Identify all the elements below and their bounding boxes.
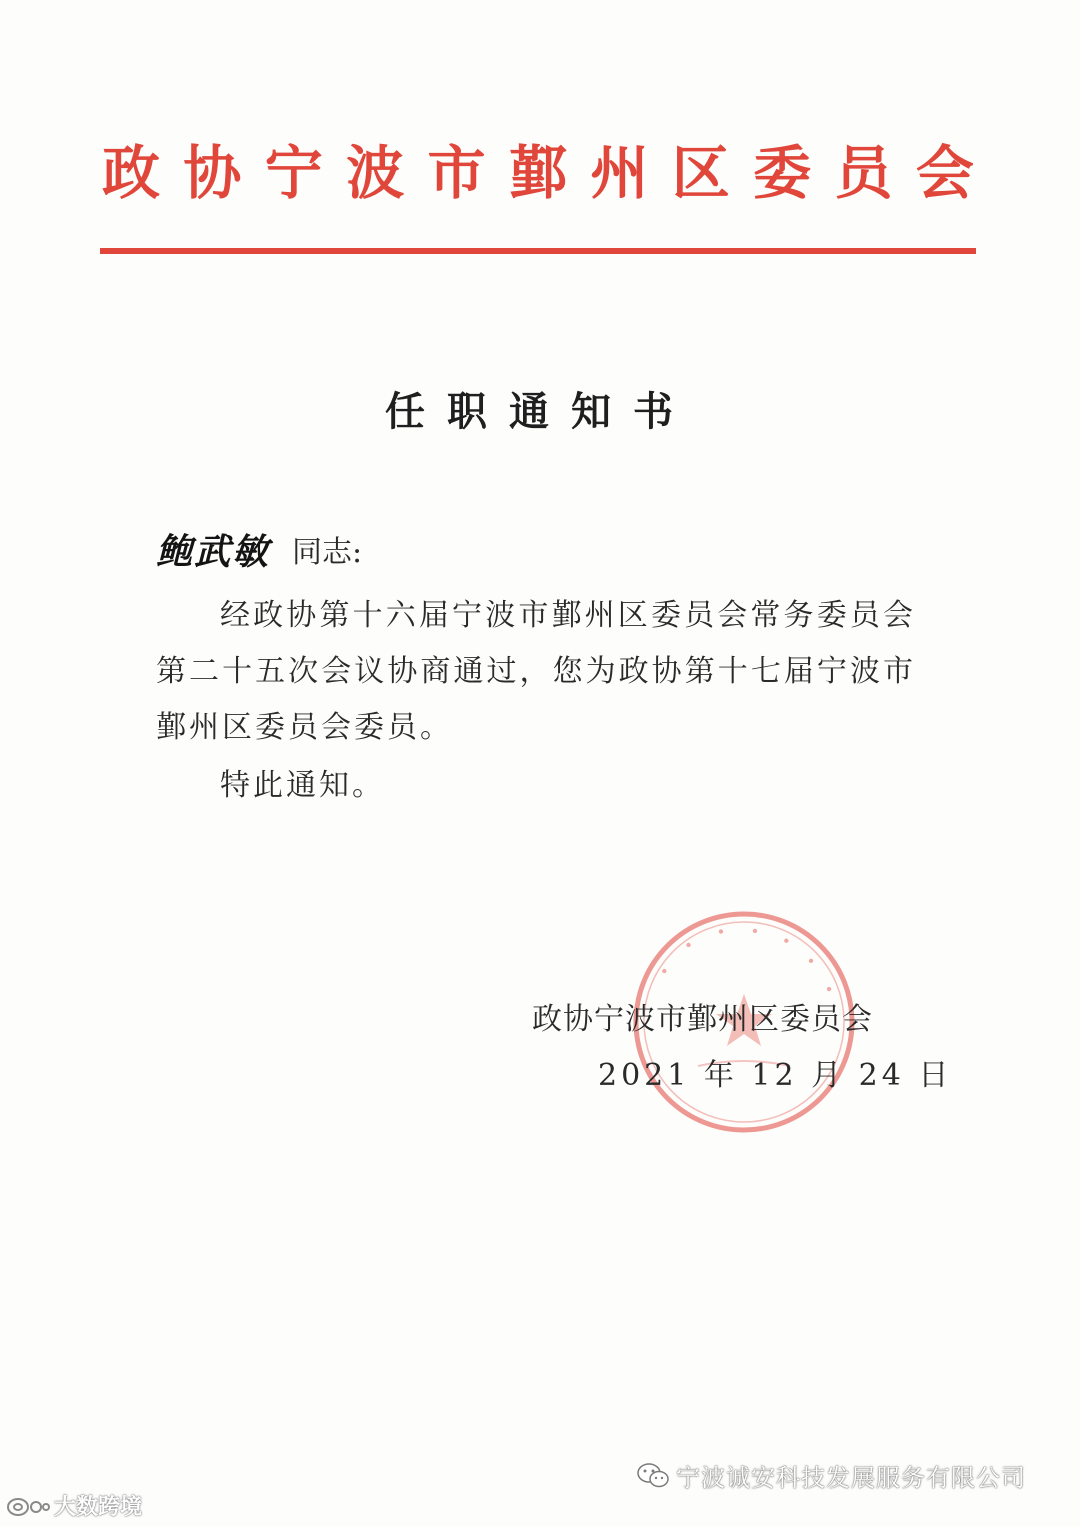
svg-text:•: • xyxy=(749,922,761,941)
svg-text:•: • xyxy=(654,962,675,981)
watermark-right xyxy=(636,1458,1026,1493)
svg-text:•: • xyxy=(818,981,839,998)
letterhead-char: 区 xyxy=(671,139,730,207)
letterhead-char: 员 xyxy=(834,139,893,207)
signature-organization: 政协宁波市鄞州区委员会 xyxy=(532,1002,873,1037)
document-title: 任职通知书 xyxy=(385,389,695,435)
salutation-suffix: 同志: xyxy=(292,535,363,570)
closing-line: 特此通知。 xyxy=(220,768,385,803)
salutation xyxy=(156,524,362,574)
letterhead-char: 宁 xyxy=(264,139,323,207)
letterhead-char: 会 xyxy=(915,139,974,207)
letterhead-char: 政 xyxy=(101,139,160,207)
weibo-logo-icon xyxy=(6,1495,50,1517)
watermark-left xyxy=(6,1490,142,1521)
letterhead-divider xyxy=(100,248,976,254)
watermark-left-text: 大数跨境 xyxy=(54,1495,143,1520)
svg-text:•: • xyxy=(680,935,698,956)
watermark-right-text: 宁波诚安科技发展服务有限公司 xyxy=(676,1464,1026,1492)
letterhead-title xyxy=(100,128,976,208)
letterhead-char: 委 xyxy=(753,139,812,207)
svg-text:•: • xyxy=(714,922,728,942)
notice-body: 经政协第十六届宁波市鄞州区委员会常务委员会第二十五次会议协商通过，您为政协第十七届宁波市鄞州区委员会委员。 xyxy=(156,598,916,745)
svg-text:•: • xyxy=(778,931,794,952)
letterhead-char: 鄞 xyxy=(508,139,567,207)
letterhead-char: 州 xyxy=(590,139,649,207)
wechat-icon xyxy=(636,1461,670,1491)
letterhead-char: 市 xyxy=(427,139,486,207)
letterhead-char: 协 xyxy=(183,139,242,207)
signature-date: 2021 年 12 月 24 日 xyxy=(598,1058,953,1093)
svg-text:•: • xyxy=(801,951,820,971)
letterhead-char: 波 xyxy=(346,139,405,207)
recipient-name: 鲍武敏 xyxy=(156,530,271,573)
